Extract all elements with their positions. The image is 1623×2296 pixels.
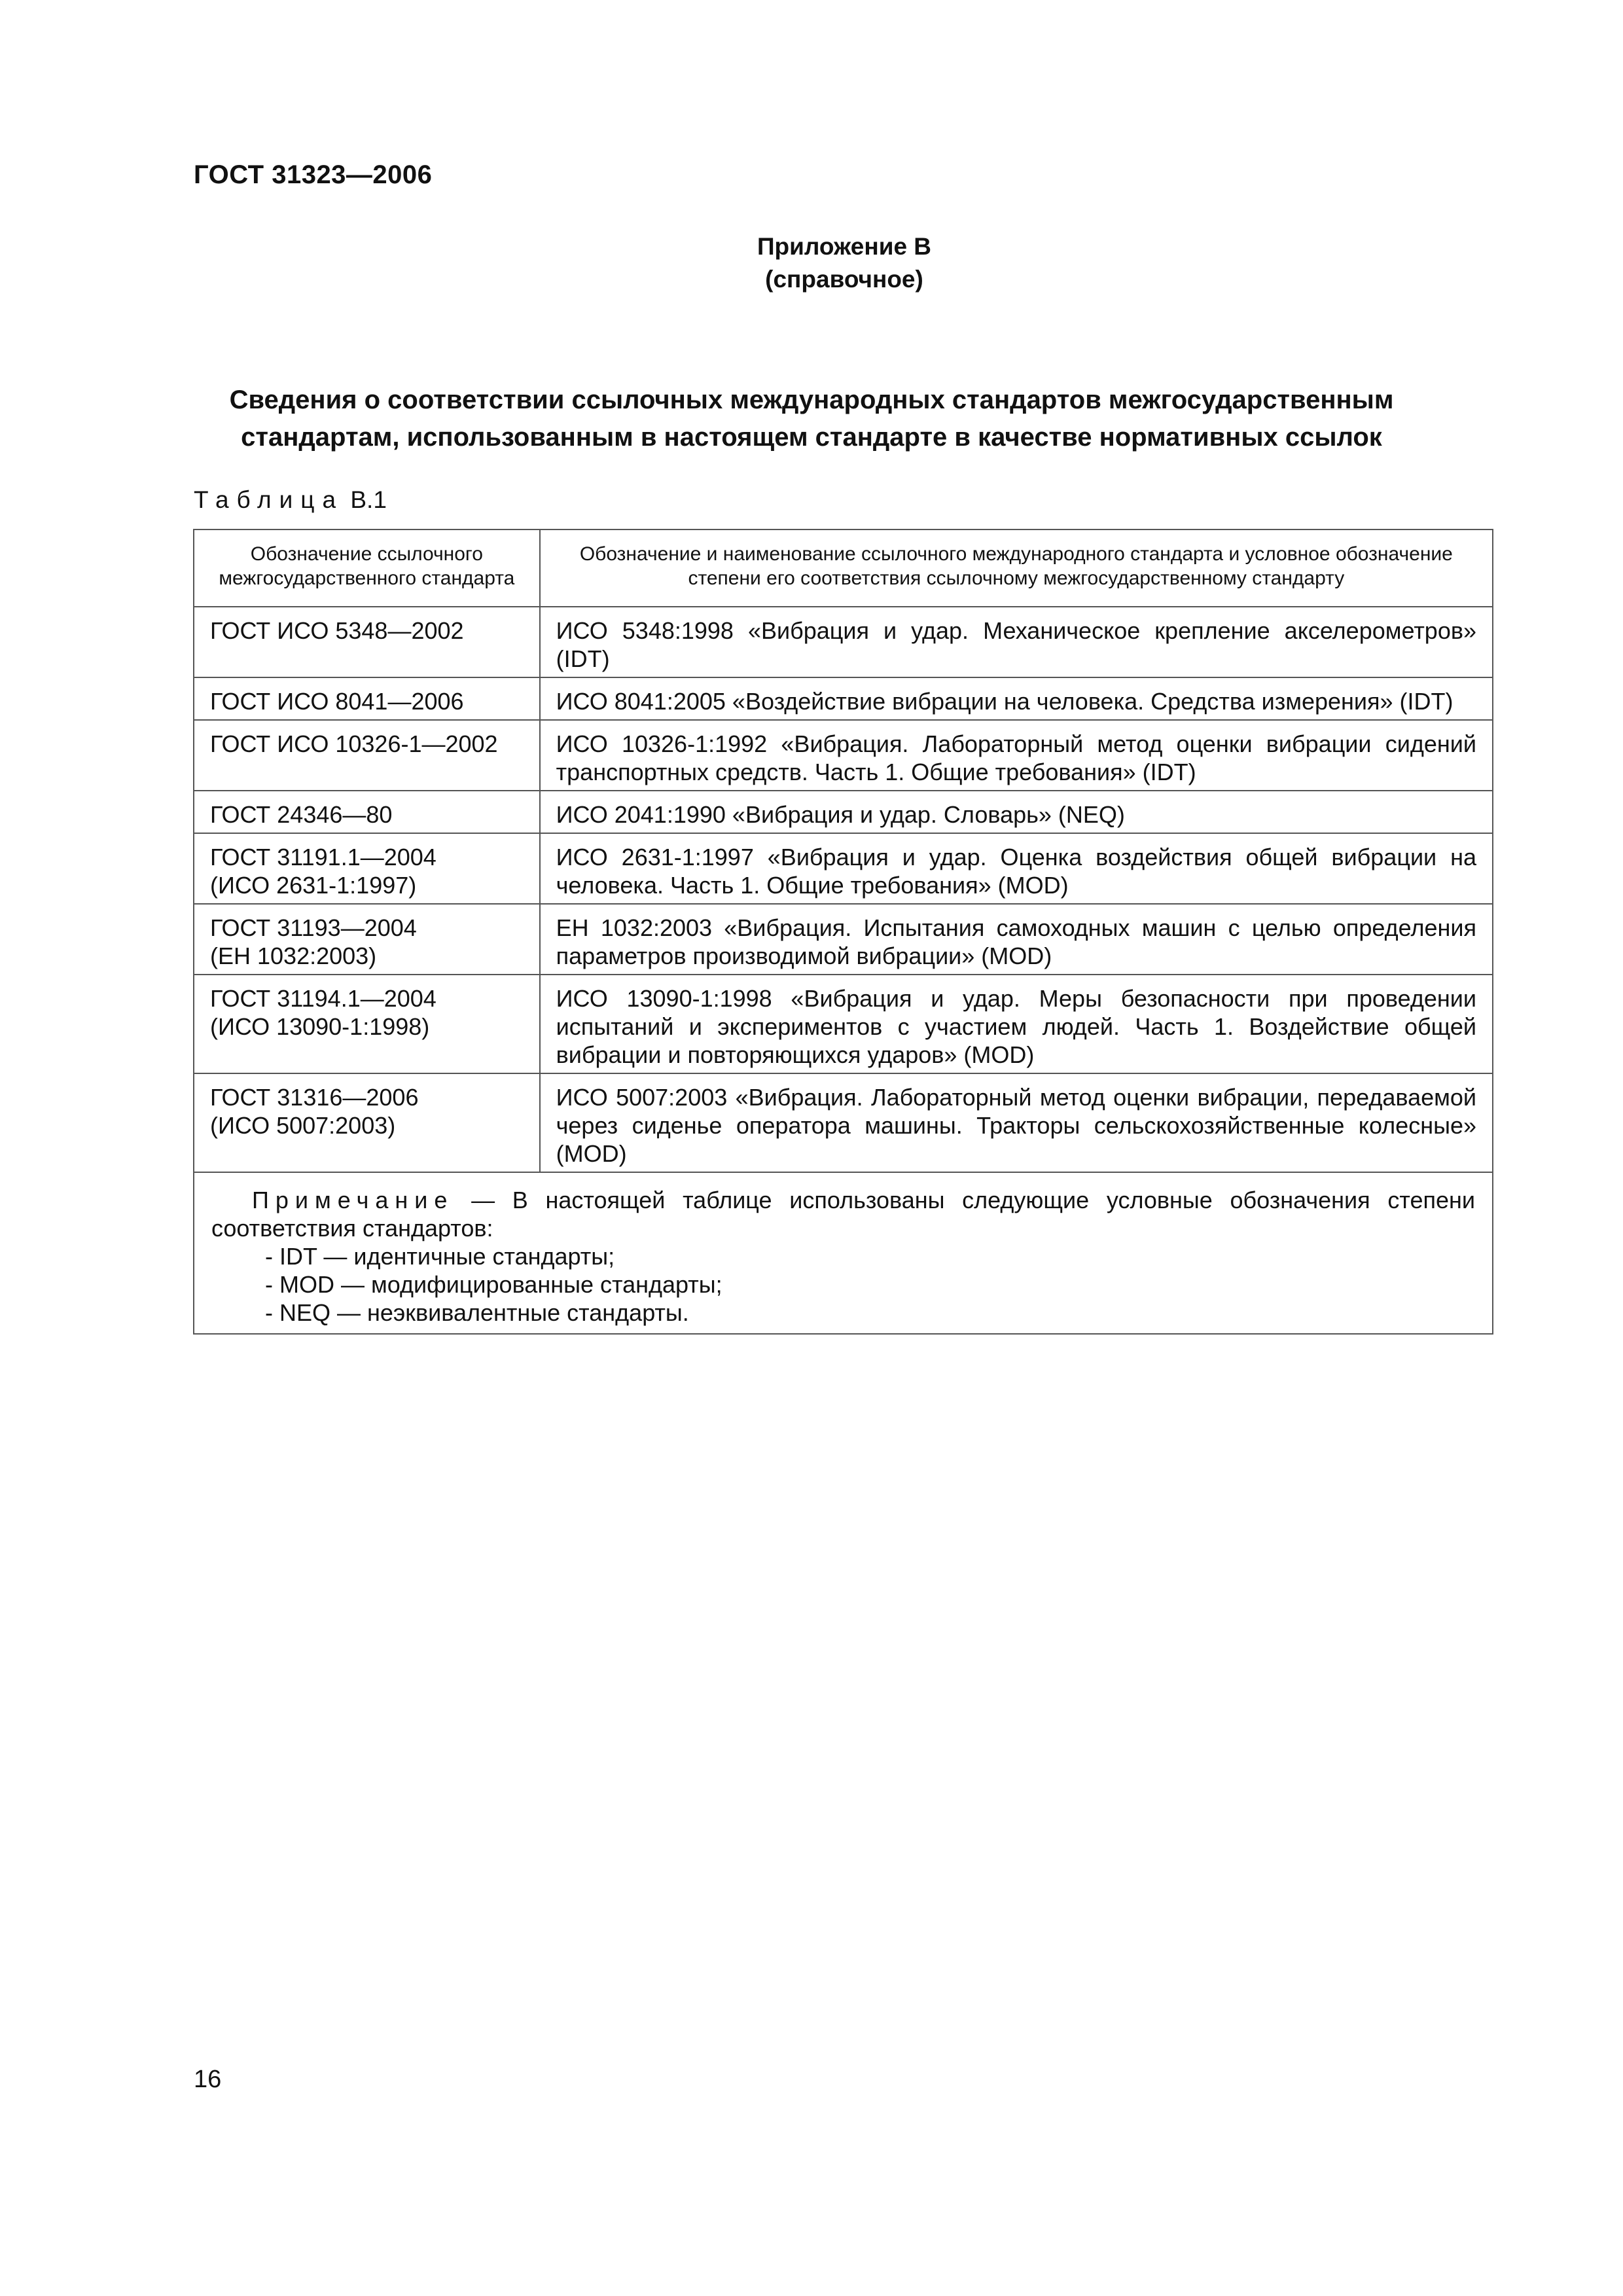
interstate-code: ГОСТ ИСО 8041—2006 xyxy=(210,688,464,715)
table-note-row xyxy=(194,1172,1493,1334)
table-caption-word: Таблица xyxy=(194,486,344,513)
row-international-cell: ИСО 13090-1:1998 «Вибрация и удар. Меры безопасности при проведении испытаний и экспериментов с участием людей. Часть 1. Воздействие общей вибрации и повторяющихся ударов» (MOD) xyxy=(540,975,1493,1073)
note-text: — В настоящей таблице использованы следующие условные обозначения степени соответствия стандартов: xyxy=(211,1187,1475,1242)
note-lead xyxy=(211,1186,1475,1242)
header-international-standard: Обозначение и наименование ссылочного международного стандарта и условное обозначение степени его соответствия ссылочному межгосударственному стандарту xyxy=(540,529,1493,607)
table-caption xyxy=(194,486,387,514)
note-label: Примечание xyxy=(252,1187,454,1213)
table-note xyxy=(194,1172,1493,1334)
row-interstate-cell xyxy=(194,904,540,975)
interstate-equivalent: (ИСО 5007:2003) xyxy=(210,1112,396,1139)
row-international-cell: ИСО 5007:2003 «Вибрация. Лабораторный метод оценки вибрации, передаваемой через сиденье оператора машины. Тракторы сельскохозяйственные колесные» (MOD) xyxy=(540,1073,1493,1172)
interstate-code: ГОСТ 31193—2004 xyxy=(210,914,417,941)
row-international-cell: ЕН 1032:2003 «Вибрация. Испытания самоходных машин с целью определения параметров производимой вибрации» (MOD) xyxy=(540,904,1493,975)
interstate-equivalent: (ЕН 1032:2003) xyxy=(210,942,377,969)
interstate-equivalent: (ИСО 13090-1:1998) xyxy=(210,1013,430,1040)
row-interstate-cell xyxy=(194,975,540,1073)
row-interstate-cell xyxy=(194,1073,540,1172)
note-item-neq: - NEQ — неэквивалентные стандарты. xyxy=(265,1299,689,1326)
interstate-code: ГОСТ ИСО 10326-1—2002 xyxy=(210,730,498,757)
page-number: 16 xyxy=(194,2066,222,2093)
interstate-code: ГОСТ 31191.1—2004 xyxy=(210,844,437,870)
note-item-idt: - IDT — идентичные стандарты; xyxy=(265,1243,615,1270)
interstate-code: ГОСТ 31194.1—2004 xyxy=(210,985,437,1012)
row-international-cell: ИСО 2041:1990 «Вибрация и удар. Словарь» (NEQ) xyxy=(540,791,1493,833)
section-title xyxy=(194,382,1429,456)
row-international-cell: ИСО 2631-1:1997 «Вибрация и удар. Оценка воздействия общей вибрации на человека. Часть 1. Общие требования» (MOD) xyxy=(540,833,1493,904)
table-row xyxy=(194,677,1493,720)
table-row xyxy=(194,720,1493,791)
interstate-code: ГОСТ ИСО 5348—2002 xyxy=(210,617,464,644)
table-caption-number: В.1 xyxy=(350,486,387,513)
table-header-row xyxy=(194,529,1493,607)
appendix-title: Приложение В xyxy=(757,233,932,260)
note-item-mod: - MOD — модифицированные стандарты; xyxy=(265,1271,722,1298)
table-row xyxy=(194,1073,1493,1172)
row-international-cell: ИСО 10326-1:1992 «Вибрация. Лабораторный метод оценки вибрации сидений транспортных средств. Часть 1. Общие требования» (IDT) xyxy=(540,720,1493,791)
table-row xyxy=(194,904,1493,975)
table-row xyxy=(194,791,1493,833)
appendix-kind: (справочное) xyxy=(765,266,923,293)
interstate-equivalent: (ИСО 2631-1:1997) xyxy=(210,872,417,899)
table-row xyxy=(194,607,1493,677)
header-interstate-standard: Обозначение ссылочного межгосударственного стандарта xyxy=(194,529,540,607)
row-interstate-cell xyxy=(194,677,540,720)
row-international-cell: ИСО 8041:2005 «Воздействие вибрации на человека. Средства измерения» (IDT) xyxy=(540,677,1493,720)
table-row xyxy=(194,975,1493,1073)
section-title-line-2: стандартам, использованным в настоящем стандарте в качестве нормативных ссылок xyxy=(241,423,1382,452)
interstate-code: ГОСТ 24346—80 xyxy=(210,801,393,828)
interstate-code: ГОСТ 31316—2006 xyxy=(210,1084,419,1111)
row-interstate-cell xyxy=(194,791,540,833)
row-international-cell: ИСО 5348:1998 «Вибрация и удар. Механическое крепление акселерометров» (IDT) xyxy=(540,607,1493,677)
table-row xyxy=(194,833,1493,904)
row-interstate-cell xyxy=(194,607,540,677)
document-code: ГОСТ 31323—2006 xyxy=(194,160,433,189)
reference-table xyxy=(193,529,1493,1335)
row-interstate-cell xyxy=(194,720,540,791)
appendix-heading xyxy=(0,230,1623,296)
section-title-line-1: Сведения о соответствии ссылочных международных стандартов межгосударственным xyxy=(229,386,1394,414)
row-interstate-cell xyxy=(194,833,540,904)
